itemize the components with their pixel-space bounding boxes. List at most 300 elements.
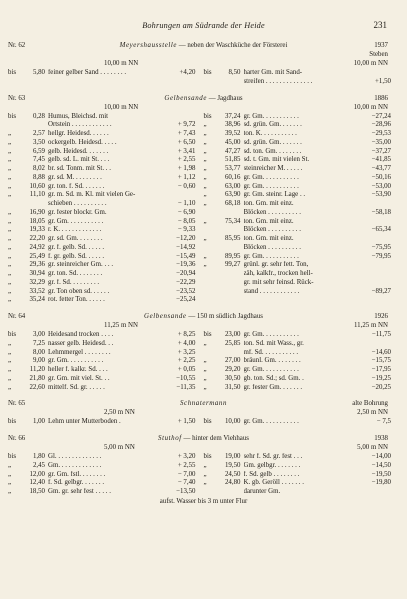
layer-depth: 60,16	[224, 173, 241, 181]
layer-depth: 3,50	[32, 138, 45, 146]
layer-prefix: „	[203, 235, 207, 242]
location-name: Meyershausstelle	[119, 42, 178, 49]
entry-location	[8, 42, 399, 51]
layer-elevation	[357, 340, 399, 349]
layer-description: streifen . . . . . . . . . . . . . .	[243, 77, 313, 85]
layer-row	[8, 375, 204, 384]
layer-prefix: „	[8, 374, 12, 382]
layer-prefix: „	[203, 182, 207, 190]
layer-prefix: „	[8, 217, 12, 225]
layer-prefix: „	[203, 200, 207, 207]
layer-description: gr. Gm. . . . . . . . . . .	[243, 173, 299, 181]
layer-prefix: „	[8, 261, 12, 269]
layer-row	[8, 462, 204, 471]
entry-location	[8, 400, 399, 409]
layer-elevation: − 1,10	[177, 200, 196, 207]
layer-elevation	[357, 218, 399, 227]
layer-row	[8, 113, 204, 122]
layer-description: rot. fetter Ton. . . . . .	[48, 296, 105, 304]
layer-prefix	[204, 226, 219, 235]
layer-depth: 32,29	[29, 278, 45, 286]
layer-prefix: „	[203, 357, 207, 365]
layer-row	[204, 331, 400, 340]
layer-description: r. K. . . . . . . . . . . . .	[48, 226, 102, 234]
layer-elevation: −35,00	[371, 138, 391, 146]
layer-prefix: „	[203, 479, 207, 487]
layer-prefix	[204, 78, 219, 87]
elevation-line	[8, 51, 399, 60]
layer-depth: 3,00	[32, 331, 45, 338]
borehole-entry	[8, 42, 399, 87]
layer-row	[204, 226, 400, 235]
layer-elevation: + 3,41	[177, 147, 196, 155]
layer-prefix: „	[203, 339, 207, 347]
layer-description: ton. Gm. mit einz.	[243, 200, 294, 207]
layer-prefix: „	[203, 147, 207, 155]
location-name: Gelbensande	[164, 94, 207, 102]
layer-depth	[219, 349, 244, 358]
layer-column-left	[8, 418, 204, 427]
borehole-entry	[8, 313, 399, 392]
layer-depth: 8,00	[32, 348, 45, 356]
layer-row	[204, 453, 400, 462]
layer-elevation: + 2,55	[177, 461, 196, 469]
layer-depth: 19,00	[224, 453, 241, 460]
borehole-entry	[8, 400, 399, 427]
layer-depth: 35,24	[29, 296, 45, 304]
layer-description: f. gr. gelb. Sd. . . . . .	[48, 252, 105, 260]
layer-row	[204, 218, 400, 227]
layer-row	[204, 462, 400, 471]
layer-description: Gl. . . . . . . . . . . . . .	[48, 453, 102, 460]
layer-row	[8, 261, 204, 270]
layer-elevation: −11,75	[371, 331, 391, 338]
layer-depth: 25,85	[224, 339, 241, 347]
layer-row	[204, 69, 400, 78]
layer-description: feiner gelber Sand . . . . . . . .	[48, 69, 127, 76]
layer-row	[8, 340, 204, 349]
location-name: Gelbensande	[144, 313, 187, 320]
layer-row	[204, 488, 400, 497]
layer-depth: 21,80	[29, 374, 45, 382]
layer-elevation	[357, 279, 399, 288]
layer-depth: 19,50	[224, 461, 241, 469]
layer-row	[204, 418, 400, 427]
layer-description: gr. sd. Gm. . . . . . . .	[48, 235, 103, 242]
layer-depth: 23,00	[224, 331, 241, 338]
layer-column-left	[8, 113, 204, 306]
layer-prefix: bis	[8, 418, 17, 426]
layer-prefix: „	[8, 173, 12, 181]
layer-elevation: −13,50	[176, 488, 196, 495]
layer-prefix	[204, 209, 219, 218]
layer-elevation	[357, 200, 399, 209]
layer-prefix	[204, 288, 219, 297]
layer-depth	[219, 270, 244, 279]
layer-elevation: −20,25	[371, 383, 391, 391]
layer-description: gr. fester blockr. Gm.	[48, 208, 107, 216]
layer-row	[204, 244, 400, 253]
elevation-line	[8, 104, 399, 113]
layer-elevation: −11,35	[176, 383, 196, 391]
layer-prefix: „	[8, 191, 12, 199]
layer-row	[204, 191, 400, 200]
layer-description: K. gb. Geröll . . . . . . .	[243, 479, 304, 487]
layer-elevation: + 1,50	[177, 418, 196, 426]
layer-row	[204, 375, 400, 384]
layer-depth: 53,77	[224, 165, 241, 172]
layer-prefix: „	[203, 383, 207, 391]
layer-elevation: −19,25	[371, 374, 391, 382]
elevation-right: 2,50 m NN	[357, 409, 388, 417]
layer-row	[204, 139, 400, 148]
layer-elevation: + 6,50	[177, 138, 196, 146]
layer-row	[204, 130, 400, 139]
layer-elevation	[357, 488, 399, 497]
layer-description: nasser gelb. Heidesd. . .	[48, 339, 114, 347]
layer-elevation	[357, 270, 399, 279]
borehole-entry	[8, 95, 399, 306]
layer-description: sd. grün. Gm. . . . . . .	[243, 121, 302, 129]
layer-row	[8, 270, 204, 279]
layer-elevation: −37,27	[371, 147, 391, 155]
layer-elevation: −14,92	[176, 243, 196, 251]
layer-prefix: „	[8, 461, 12, 469]
layer-description: Blöcken . . . . . . . . . .	[243, 243, 301, 251]
layer-elevation	[162, 113, 204, 122]
layer-elevation: −79,95	[371, 252, 391, 260]
page-number: 231	[373, 20, 387, 30]
layer-depth: 2,57	[32, 130, 45, 137]
layer-prefix: „	[203, 191, 207, 199]
layer-elevation: + 2,55	[177, 156, 196, 164]
layer-elevation: +4,20	[179, 69, 196, 76]
layer-row	[8, 331, 204, 340]
layer-column-left	[8, 331, 204, 392]
layer-prefix: bis	[203, 69, 212, 76]
layer-description: sd. t. Gm. mit vielen St.	[243, 156, 310, 164]
layer-prefix: „	[203, 366, 207, 373]
layer-elevation: −28,96	[371, 121, 391, 129]
layer-description: Blöcken . . . . . . . . . .	[243, 208, 301, 216]
layer-depth	[219, 288, 244, 297]
location-detail: — neben der Waschküche der Försterei	[177, 42, 288, 49]
layer-prefix: bis	[8, 453, 17, 460]
elevation-left: 10,00 m NN	[104, 103, 139, 111]
layer-depth: 9,00	[32, 357, 45, 365]
layer-depth: 68,18	[224, 200, 241, 207]
layer-description: gr. sd. M. . . . . . . . .	[48, 173, 102, 181]
layer-elevation	[162, 191, 204, 200]
layer-row	[8, 453, 204, 462]
layer-row	[204, 366, 400, 375]
layer-row	[204, 384, 400, 393]
layer-row	[8, 384, 204, 393]
layer-description: gr. Gm. . . . . . . . . . .	[48, 357, 104, 365]
layer-description: hellgr. Heidesd. . . . . .	[48, 130, 109, 137]
elevation-right: 11,25 m NN	[353, 322, 388, 329]
running-title: Bohrungen am Südrande der Heide	[142, 21, 265, 30]
layer-prefix	[8, 200, 23, 209]
layer-description: gr. Gm. . . . . . . . . . .	[243, 331, 299, 338]
layer-description: br. sd. Tonm. mit St. . .	[48, 165, 111, 172]
layer-columns	[8, 418, 399, 427]
layer-description: ockergelb. Heidesd. . . . .	[48, 138, 117, 146]
layer-depth: 1,00	[32, 418, 45, 426]
elevation-line	[8, 60, 399, 69]
layer-row	[8, 488, 204, 497]
layer-elevation: + 2,25	[177, 357, 196, 365]
layer-row	[204, 78, 400, 87]
layer-description: sehr f. Sd. gr. fest . . .	[243, 453, 303, 460]
layer-prefix	[8, 121, 23, 130]
elevation-right: 5,00 m NN	[357, 444, 388, 451]
layer-description: gr. Gm. . . . . . . . . . .	[243, 366, 299, 373]
layer-depth	[219, 78, 244, 87]
layer-elevation: −58,18	[371, 208, 391, 216]
layer-depth: 1,80	[32, 453, 45, 460]
layer-row	[8, 148, 204, 157]
layer-elevation: −50,16	[371, 173, 391, 181]
layer-depth: 75,34	[224, 217, 241, 225]
layer-prefix: bis	[8, 69, 17, 76]
layer-row	[8, 479, 204, 488]
layer-elevation: −53,90	[371, 191, 391, 199]
layer-depth: 18,05	[29, 217, 45, 225]
entry-header	[8, 313, 399, 322]
layer-elevation: − 0,60	[177, 182, 196, 190]
layer-elevation: −53,00	[371, 182, 391, 190]
layer-row	[204, 270, 400, 279]
layer-depth: 10,60	[29, 182, 45, 190]
elevation-line	[8, 322, 399, 331]
layer-depth	[219, 209, 244, 218]
layer-row	[204, 200, 400, 209]
layer-prefix: „	[203, 217, 207, 225]
layer-depth: 63,00	[224, 182, 241, 190]
layer-depth: 7,25	[32, 339, 45, 347]
entry-number: Nr. 65	[8, 400, 26, 408]
layer-description: darunter Gm.	[243, 488, 281, 495]
layer-prefix: „	[8, 252, 12, 260]
layer-elevation: − 7,00	[177, 470, 196, 478]
layer-depth: 29,20	[224, 366, 241, 373]
layer-description: Humus, Bleichsd. mit	[48, 112, 109, 120]
layer-elevation: + 0,05	[177, 366, 196, 373]
layer-description: stand . . . . . . . . . . . .	[243, 287, 300, 295]
layer-row	[204, 279, 400, 288]
entry-year: 1926	[374, 313, 388, 320]
layer-prefix: „	[8, 235, 12, 242]
entry-location	[8, 435, 399, 444]
layer-elevation: −19,80	[371, 479, 391, 487]
layer-prefix: „	[8, 165, 12, 172]
layer-description: zäh, kalkfr., trocken hell-	[243, 270, 313, 277]
layer-row	[8, 235, 204, 244]
elevation-left: 5,00 m NN	[104, 444, 135, 451]
layer-description: mf. Sd. . . . . . . . . . .	[243, 348, 299, 356]
layer-depth	[219, 244, 244, 253]
entry-year: 1937	[374, 42, 388, 49]
layer-row	[204, 288, 400, 297]
layer-description: ton. Gm. mit einz.	[243, 217, 294, 225]
layer-prefix: „	[8, 278, 12, 286]
layer-columns	[8, 331, 399, 392]
layer-elevation: −27,24	[371, 112, 391, 120]
layer-description: Gm. . . . . . . . . . . . .	[48, 461, 102, 469]
layer-prefix: „	[203, 261, 207, 269]
layer-description: f. Sd. gelb . . . . . . . .	[243, 470, 300, 478]
layer-row	[204, 113, 400, 122]
layer-prefix: bis	[203, 418, 212, 426]
layer-depth: 0,28	[32, 112, 45, 120]
layer-elevation: + 7,43	[177, 130, 196, 137]
layer-prefix: „	[8, 138, 12, 146]
layer-row	[8, 139, 204, 148]
layer-row	[8, 218, 204, 227]
layer-columns	[8, 69, 399, 87]
layer-prefix	[204, 349, 219, 358]
layer-description: gr. Gm. . . . . . . . . . .	[243, 252, 299, 260]
layer-description: gr. m. Sd. m. Kl. mit vielen Ge-	[48, 191, 136, 199]
layer-description: gr. Gm. mit viel. St. . .	[48, 374, 110, 382]
layer-prefix: bis	[203, 453, 212, 460]
layer-description: ton. Gm. mit einz.	[243, 235, 294, 242]
location-name: Stuthof	[158, 435, 182, 442]
layer-prefix: „	[203, 165, 207, 172]
layer-elevation: + 3,20	[177, 453, 196, 460]
layer-row	[8, 296, 204, 305]
entry-location	[8, 95, 399, 104]
layer-description: gr. Gm. fstl. . . . . . . .	[48, 470, 106, 478]
layer-prefix: bis	[203, 112, 212, 120]
layer-description: Lehm unter Mutterboden .	[48, 418, 121, 426]
layer-row	[8, 279, 204, 288]
layer-row	[8, 191, 204, 200]
elevation-right: Steben	[369, 51, 388, 58]
layer-depth: 24,50	[224, 470, 241, 478]
layer-description: grünl. gr. sehr fett. Ton,	[243, 261, 309, 269]
layer-row	[8, 165, 204, 174]
layer-prefix: „	[8, 383, 12, 391]
layer-description: sd. ton. Gm. . . . . . . .	[243, 147, 302, 155]
layer-depth: 22,20	[29, 235, 45, 242]
layer-depth	[219, 279, 244, 288]
layer-description: gr. Ton oben sd. . . . . .	[48, 287, 110, 295]
layer-description: Gm. gr. sehr fest . . . . .	[48, 488, 111, 495]
layer-prefix: „	[8, 479, 12, 487]
layer-elevation: −22,29	[176, 278, 196, 286]
layer-prefix: „	[203, 470, 207, 478]
layer-description: gr. Gm. . . . . . . . . . .	[243, 418, 299, 426]
layer-row	[204, 349, 400, 358]
layer-depth: 63,90	[224, 191, 241, 199]
layer-description: mittelf. Sd. gr. . . . . .	[48, 383, 105, 391]
layer-elevation: − 9,33	[177, 226, 196, 234]
layer-elevation: −17,95	[371, 366, 391, 373]
elevation-right: 10,00 m NN	[353, 103, 388, 111]
layer-row	[8, 226, 204, 235]
layer-row	[204, 253, 400, 262]
layer-prefix: „	[203, 374, 207, 382]
layer-column-right	[204, 453, 400, 497]
layer-depth: 89,95	[224, 252, 241, 260]
layer-row	[8, 244, 204, 253]
entry-number: Nr. 64	[8, 313, 26, 320]
elevation-right: 10,00 m NN	[353, 60, 388, 67]
layer-depth: 19,33	[29, 226, 45, 234]
layer-description: sd. grün. Gm. . . . . . .	[243, 138, 302, 146]
layer-depth	[219, 226, 244, 235]
layer-description: ton. Sd. mit Wass., gr.	[243, 339, 304, 347]
layer-row	[204, 471, 400, 480]
layer-depth: 6,59	[32, 147, 45, 155]
layer-depth: 8,88	[32, 173, 45, 181]
layer-prefix: „	[8, 156, 12, 164]
layer-prefix: „	[8, 488, 12, 495]
layer-row	[8, 288, 204, 297]
layer-depth: 99,27	[224, 261, 241, 269]
location-detail: — Jagdhaus	[206, 94, 243, 102]
layer-depth: 24,80	[224, 479, 241, 487]
layer-description: gelb. sd. L. mit St. . . .	[48, 156, 110, 164]
layer-row	[8, 183, 204, 192]
layer-row	[8, 209, 204, 218]
layer-prefix: „	[8, 339, 12, 347]
layer-elevation	[357, 235, 399, 244]
layer-prefix: „	[8, 226, 12, 234]
layer-description: Ortstein . . . . . . . . . . . .	[48, 121, 112, 129]
location-detail: — hinter dem Viehhaus	[181, 435, 249, 442]
layer-description: Lehmmergel . . . . . . . .	[48, 348, 111, 356]
layer-row	[8, 130, 204, 139]
borehole-entry	[8, 435, 399, 507]
layer-description: gb. ton. Sd.; sd. Gm. .	[243, 374, 304, 382]
layer-prefix: bis	[8, 331, 17, 338]
elevation-left: 10,00 m NN	[104, 60, 139, 67]
layer-prefix: „	[203, 156, 207, 164]
layer-description: schieben . . . . . . . . . .	[48, 200, 107, 207]
layer-description: Blöcken . . . . . . . . . .	[243, 226, 301, 234]
layer-row	[204, 261, 400, 270]
layer-prefix: „	[203, 121, 207, 129]
layer-depth: 11,10	[29, 191, 45, 199]
layer-depth: 37,24	[224, 112, 241, 120]
layer-prefix: „	[8, 287, 12, 295]
layer-row	[204, 340, 400, 349]
entry-header	[8, 435, 399, 444]
layer-row	[204, 235, 400, 244]
layer-column-right	[204, 69, 400, 87]
layer-elevation: −15,49	[176, 252, 196, 260]
layer-prefix: bis	[203, 331, 212, 338]
layer-depth: 27,00	[224, 357, 241, 365]
layer-depth: 22,60	[29, 383, 45, 391]
elevation-left: 11,25 m NN	[104, 322, 139, 329]
layer-description: gr. Gm. . . . . . . . . . .	[243, 182, 299, 190]
running-header	[8, 21, 399, 33]
layer-prefix	[204, 279, 219, 288]
layer-depth	[219, 488, 244, 497]
layer-prefix: „	[8, 348, 12, 356]
layer-row	[8, 357, 204, 366]
layer-description: gr. Gm. steinr. Lage . .	[243, 191, 306, 199]
layer-elevation: + 1,12	[177, 173, 196, 181]
layer-description: gelb. Heidesd. . . . . . .	[48, 147, 109, 155]
layer-description: f. Sd. gelbgr. . . . . . .	[48, 479, 105, 487]
location-name: Schnatermann	[179, 400, 227, 408]
layer-prefix: „	[203, 130, 207, 137]
